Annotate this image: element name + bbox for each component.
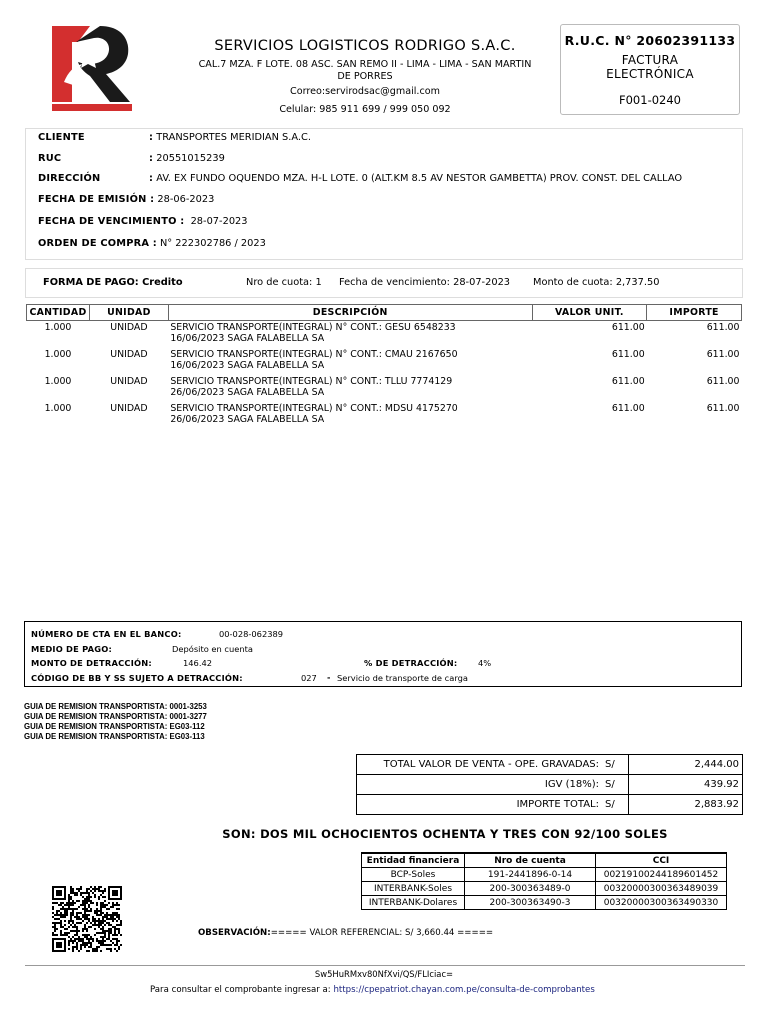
company-logo — [50, 22, 136, 114]
table-row — [27, 375, 742, 402]
igv-label: IGV (18%): — [357, 775, 603, 795]
col-valor-unit: VALOR UNIT. — [532, 305, 647, 321]
cell-descripcion — [168, 348, 532, 375]
medio-pago-label-wrap — [31, 644, 112, 654]
vencimiento-value: 28-07-2023 — [190, 216, 248, 227]
ruc-row — [38, 153, 61, 164]
forma-pago: FORMA DE PAGO: Credito — [43, 277, 183, 288]
totals-row — [357, 795, 743, 815]
table-row — [27, 402, 742, 429]
client-value-wrap — [149, 132, 311, 143]
cta-banco-label: NÚMERO DE CTA EN EL BANCO: — [31, 629, 182, 639]
importe-total-value: 2,883.92 — [629, 795, 743, 815]
desc-line-2: 26/06/2023 SAGA FALABELLA SA — [170, 414, 325, 425]
consulta-line — [150, 985, 595, 995]
cell-descripcion — [168, 321, 532, 349]
observacion-value: ===== VALOR REFERENCIAL: S/ 3,660.44 ===== — [270, 928, 494, 938]
monto-cuota: Monto de cuota: 2,737.50 — [533, 277, 660, 288]
codigo-dash: - — [327, 672, 331, 682]
cell-cci: 00219100244189601452 — [596, 868, 727, 882]
table-row — [362, 896, 727, 910]
col-unidad: UNIDAD — [89, 305, 168, 321]
desc-line-1: SERVICIO TRANSPORTE(INTEGRAL) N° CONT.: TLLU 7774129 — [170, 376, 453, 387]
monto-detraccion-label: MONTO DE DETRACCIÓN: — [31, 658, 152, 668]
consulta-text: Para consultar el comprobante ingresar a: — [150, 985, 331, 995]
vencimiento-label: FECHA DE VENCIMIENTO : — [38, 216, 185, 227]
guia-item: GUIA DE REMISION TRANSPORTISTA: 0001-3253 — [24, 702, 207, 711]
items-table — [26, 304, 742, 429]
sep: : — [149, 132, 154, 143]
guia-item: GUIA DE REMISION TRANSPORTISTA: EG03-113 — [24, 732, 205, 741]
totals-row — [357, 755, 743, 775]
qr-code — [52, 886, 122, 952]
qr-modules — [52, 886, 122, 952]
guia-item: GUIA DE REMISION TRANSPORTISTA: EG03-112 — [24, 722, 205, 731]
col-cuenta: Nro de cuenta — [465, 853, 596, 868]
emision-label: FECHA DE EMISIÓN : — [38, 194, 155, 205]
document-type-2: ELECTRÓNICA — [606, 67, 694, 81]
document-hash: Sw5HuRMxv80NfXvi/QS/FLIciac= — [314, 969, 454, 979]
orden-row — [38, 238, 266, 249]
orden-value: N° 222302786 / 2023 — [159, 238, 266, 249]
company-address-line-2: DE PORRES — [337, 71, 393, 82]
ruc-number: R.U.C. N° 20602391133 — [564, 33, 736, 48]
emision-value: 28-06-2023 — [157, 194, 215, 205]
importe-total-currency: S/ — [602, 795, 629, 815]
cell-cantidad: 1.000 — [44, 349, 72, 360]
detraccion-box — [24, 621, 742, 687]
col-importe: IMPORTE — [647, 305, 742, 321]
cell-valor-unit: 611.00 — [611, 376, 645, 387]
cell-cci: 00320000300363489039 — [596, 882, 727, 896]
ruc-value-wrap — [149, 153, 225, 164]
cell-valor-unit: 611.00 — [611, 322, 645, 333]
col-entidad: Entidad financiera — [362, 853, 465, 868]
cell-valor-unit: 611.00 — [611, 349, 645, 360]
importe-total-label: IMPORTE TOTAL: — [357, 795, 603, 815]
totals-row — [357, 775, 743, 795]
cell-unidad: UNIDAD — [110, 403, 148, 414]
desc-line-1: SERVICIO TRANSPORTE(INTEGRAL) N° CONT.: MDSU 4175270 — [170, 403, 458, 414]
cell-valor-unit: 611.00 — [611, 403, 645, 414]
observacion — [198, 928, 493, 938]
document-type-1: FACTURA — [621, 53, 679, 67]
client-info-box — [25, 128, 743, 260]
desc-line-1: SERVICIO TRANSPORTE(INTEGRAL) N° CONT.: CMAU 2167650 — [170, 349, 458, 360]
medio-pago-label: MEDIO DE PAGO: — [31, 644, 113, 654]
table-row — [362, 868, 727, 882]
cell-cuenta: 200-300363489-0 — [465, 882, 596, 896]
pct-detraccion-value: 4% — [478, 658, 492, 668]
col-cci: CCI — [596, 853, 727, 868]
consulta-link[interactable]: https://cpepatriot.chayan.com.pe/consulta-de-comprobantes — [333, 985, 595, 995]
igv-currency: S/ — [602, 775, 629, 795]
total-gravadas-label: TOTAL VALOR DE VENTA - OPE. GRAVADAS: — [357, 755, 603, 775]
observacion-label: OBSERVACIÓN: — [198, 928, 271, 938]
amount-in-words: SON: DOS MIL OCHOCIENTOS OCHENTA Y TRES CON 92/100 SOLES — [222, 827, 668, 841]
col-descripcion: DESCRIPCIÓN — [168, 305, 532, 321]
company-email: Correo:servirodsac@gmail.com — [290, 86, 440, 97]
pct-detraccion-label-wrap — [364, 658, 457, 668]
cell-entidad: BCP-Soles — [362, 868, 465, 882]
cta-banco-label-wrap — [31, 629, 181, 639]
company-name: SERVICIOS LOGISTICOS RODRIGO S.A.C. — [214, 38, 516, 54]
orden-label: ORDEN DE COMPRA : — [38, 238, 157, 249]
monto-detraccion-value: 146.42 — [183, 658, 213, 668]
sep: : — [149, 153, 154, 164]
cell-descripcion — [168, 402, 532, 429]
cell-unidad: UNIDAD — [110, 322, 148, 333]
codigo-desc: Servicio de transporte de carga — [337, 673, 468, 683]
client-label: CLIENTE — [38, 132, 85, 143]
footer-divider — [25, 965, 745, 966]
fecha-vencimiento-cuota: Fecha de vencimiento: 28-07-2023 — [339, 277, 511, 288]
cell-cci: 00320000300363490330 — [596, 896, 727, 910]
client-ruc-value: 20551015239 — [156, 153, 225, 164]
total-gravadas-value: 2,444.00 — [629, 755, 743, 775]
company-address-line-1: CAL.7 MZA. F LOTE. 08 ASC. SAN REMO II - LIMA - LIMA - SAN MARTIN — [198, 59, 532, 70]
cell-cantidad: 1.000 — [44, 403, 72, 414]
cta-banco-value: 00-028-062389 — [219, 629, 284, 639]
cell-importe: 611.00 — [706, 376, 740, 387]
guia-item: GUIA DE REMISION TRANSPORTISTA: 0001-3277 — [24, 712, 207, 721]
monto-detraccion-label-wrap — [31, 658, 152, 668]
desc-line-2: 16/06/2023 SAGA FALABELLA SA — [170, 333, 325, 344]
cell-cuenta: 200-300363490-3 — [465, 896, 596, 910]
direccion-row — [38, 173, 100, 184]
guias-list — [24, 702, 207, 742]
sep: : — [149, 173, 154, 184]
desc-line-2: 26/06/2023 SAGA FALABELLA SA — [170, 387, 325, 398]
codigo-label-wrap — [31, 673, 243, 683]
totals-table — [356, 754, 743, 815]
table-row — [27, 348, 742, 375]
cell-importe: 611.00 — [706, 349, 740, 360]
document-number: F001-0240 — [619, 93, 681, 107]
table-row — [27, 321, 742, 349]
client-row — [38, 132, 85, 143]
nro-cuota: Nro de cuota: 1 — [246, 277, 322, 288]
direccion-value: AV. EX FUNDO OQUENDO MZA. H-L LOTE. 0 (ALT.KM 8.5 AV NESTOR GAMBETTA) PROV. CONST. DEL CALLAO — [156, 173, 683, 184]
cell-entidad: INTERBANK-Soles — [362, 882, 465, 896]
desc-line-2: 16/06/2023 SAGA FALABELLA SA — [170, 360, 325, 371]
bank-accounts-table — [361, 852, 727, 910]
direccion-label: DIRECCIÓN — [38, 173, 101, 184]
ruc-box — [560, 24, 740, 115]
items-header-row — [27, 305, 742, 321]
cell-unidad: UNIDAD — [110, 376, 148, 387]
cell-cantidad: 1.000 — [44, 322, 72, 333]
client-value: TRANSPORTES MERIDIAN S.A.C. — [156, 132, 311, 143]
ruc-label: RUC — [38, 153, 62, 164]
cell-entidad: INTERBANK-Dolares — [362, 896, 465, 910]
cell-unidad: UNIDAD — [110, 349, 148, 360]
total-gravadas-currency: S/ — [602, 755, 629, 775]
medio-pago-value: Depósito en cuenta — [172, 644, 253, 654]
col-cantidad: CANTIDAD — [27, 305, 90, 321]
company-phone: Celular: 985 911 699 / 999 050 092 — [279, 104, 451, 115]
payment-box — [25, 268, 743, 298]
cell-descripcion — [168, 375, 532, 402]
pct-detraccion-label: % DE DETRACCIÓN: — [364, 658, 458, 668]
cell-importe: 611.00 — [706, 322, 740, 333]
vencimiento-row — [38, 216, 248, 227]
cell-cantidad: 1.000 — [44, 376, 72, 387]
bank-header-row — [362, 853, 727, 868]
cell-importe: 611.00 — [706, 403, 740, 414]
table-row — [362, 882, 727, 896]
desc-line-1: SERVICIO TRANSPORTE(INTEGRAL) N° CONT.: GESU 6548233 — [170, 322, 456, 333]
cell-cuenta: 191-2441896-0-14 — [465, 868, 596, 882]
igv-value: 439.92 — [629, 775, 743, 795]
codigo-value: 027 — [301, 673, 317, 683]
emision-row — [38, 194, 214, 205]
codigo-label: CÓDIGO DE BB Y SS SUJETO A DETRACCIÓN: — [31, 673, 243, 683]
direccion-value-wrap — [149, 173, 682, 184]
